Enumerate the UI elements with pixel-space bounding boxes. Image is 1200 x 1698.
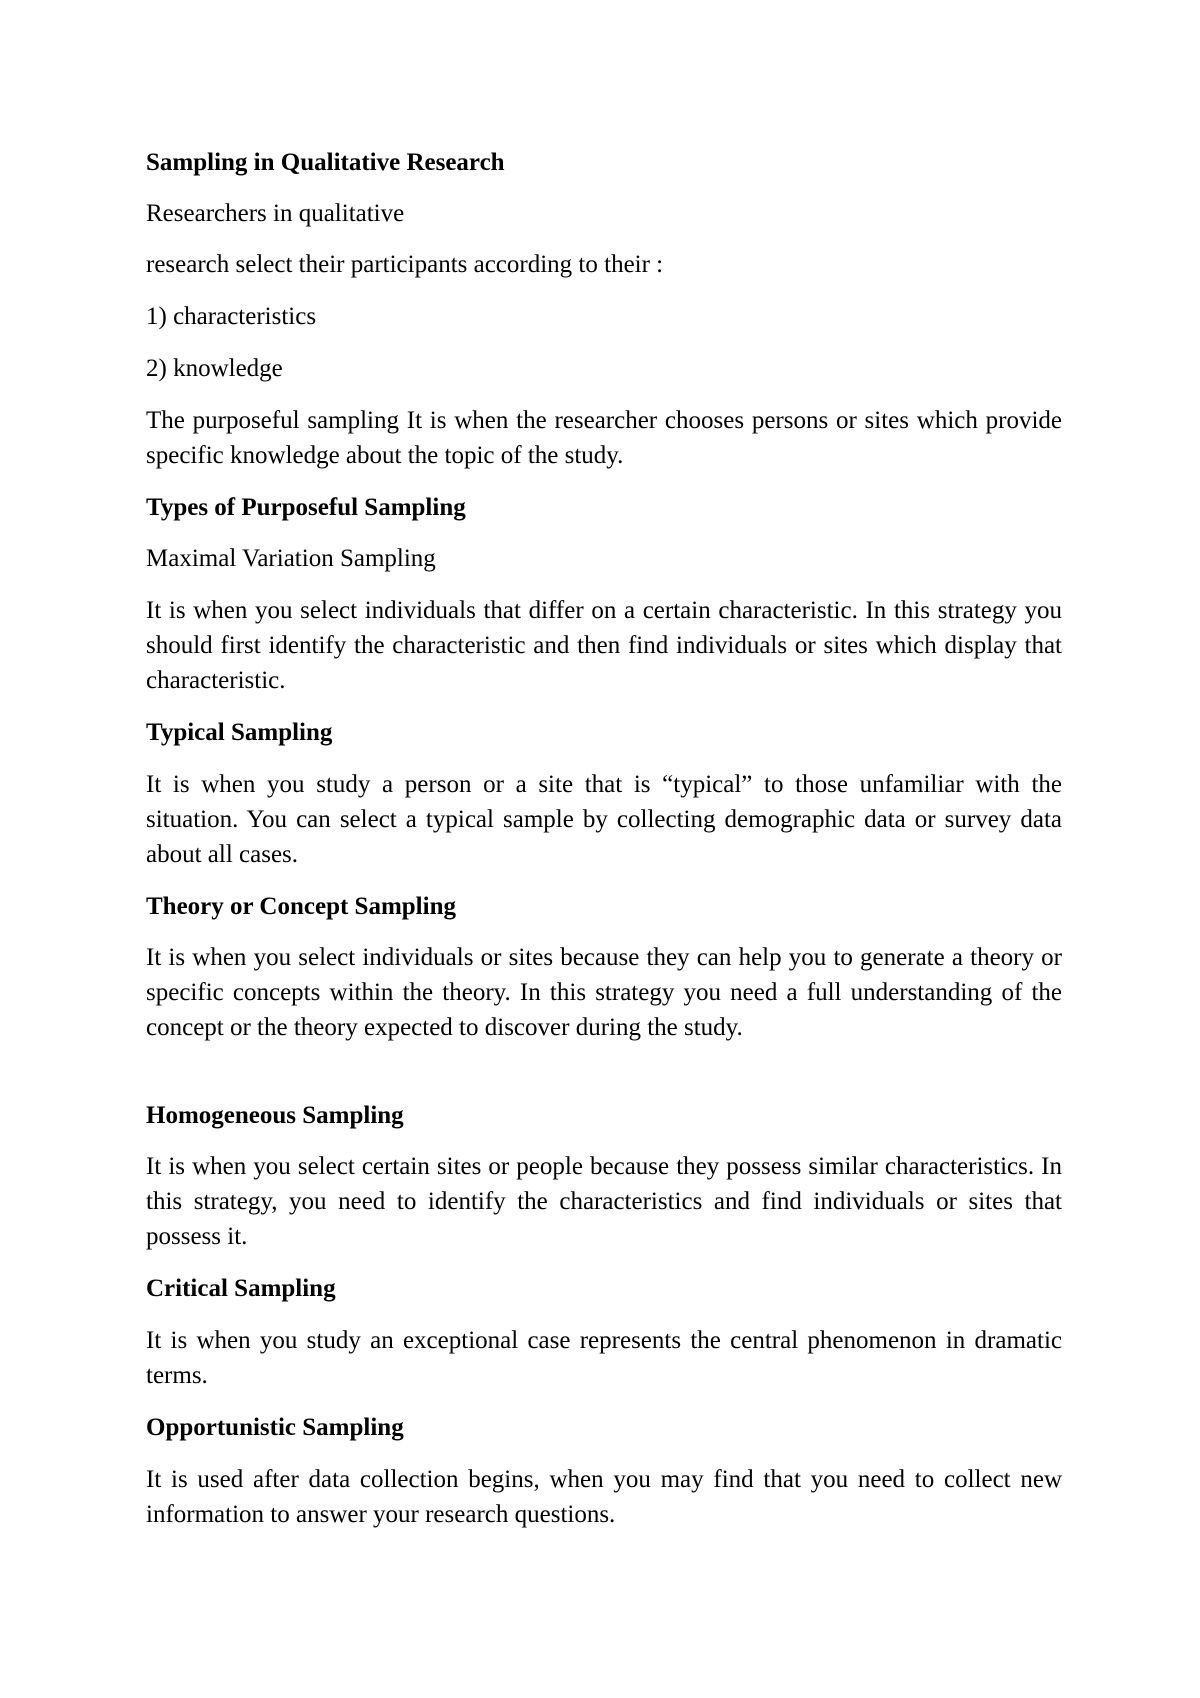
section-body-typical: It is when you study a person or a site that is “typical” to those unfamiliar with the situation. You can select a typical sample by collecting demographic data or survey data about all cases. — [146, 771, 1062, 868]
section-heading-theory-concept: Theory or Concept Sampling — [146, 893, 456, 920]
section-body-critical: It is when you study an exceptional case represents the central phenomenon in dramatic terms. — [146, 1327, 1062, 1389]
section-heading-maximal-variation: Maximal Variation Sampling — [146, 545, 436, 572]
types-heading: Types of Purposeful Sampling — [146, 494, 466, 521]
section-body-opportunistic: It is used after data collection begins, when you may find that you need to collect new information to answer your research questions. — [146, 1466, 1062, 1528]
list-item-1: 1) characteristics — [146, 303, 317, 330]
intro-line-1: Researchers in qualitative — [146, 200, 405, 227]
section-body-homogeneous: It is when you select certain sites or people because they possess similar characteristics. In this strategy, you need to identify the characteristics and find individuals or sites that possess it. — [146, 1153, 1062, 1250]
section-heading-critical: Critical Sampling — [146, 1275, 336, 1302]
intro-line-2: research select their participants according to their : — [146, 251, 664, 278]
section-heading-opportunistic: Opportunistic Sampling — [146, 1414, 404, 1441]
section-heading-typical: Typical Sampling — [146, 719, 333, 746]
section-heading-homogeneous: Homogeneous Sampling — [146, 1102, 404, 1129]
purposeful-paragraph: The purposeful sampling It is when the researcher chooses persons or sites which provide specific knowledge about the topic of the study. — [146, 407, 1062, 469]
section-body-theory-concept: It is when you select individuals or sites because they can help you to generate a theory or specific concepts within the theory. In this strategy you need a full understanding of the concept or the theory expected to discover during the study. — [146, 944, 1062, 1041]
list-item-2: 2) knowledge — [146, 355, 283, 382]
page-title: Sampling in Qualitative Research — [146, 149, 505, 176]
section-body-maximal-variation: It is when you select individuals that differ on a certain characteristic. In this strategy you should first identify the characteristic and then find individuals or sites which display that characteristic. — [146, 597, 1062, 694]
